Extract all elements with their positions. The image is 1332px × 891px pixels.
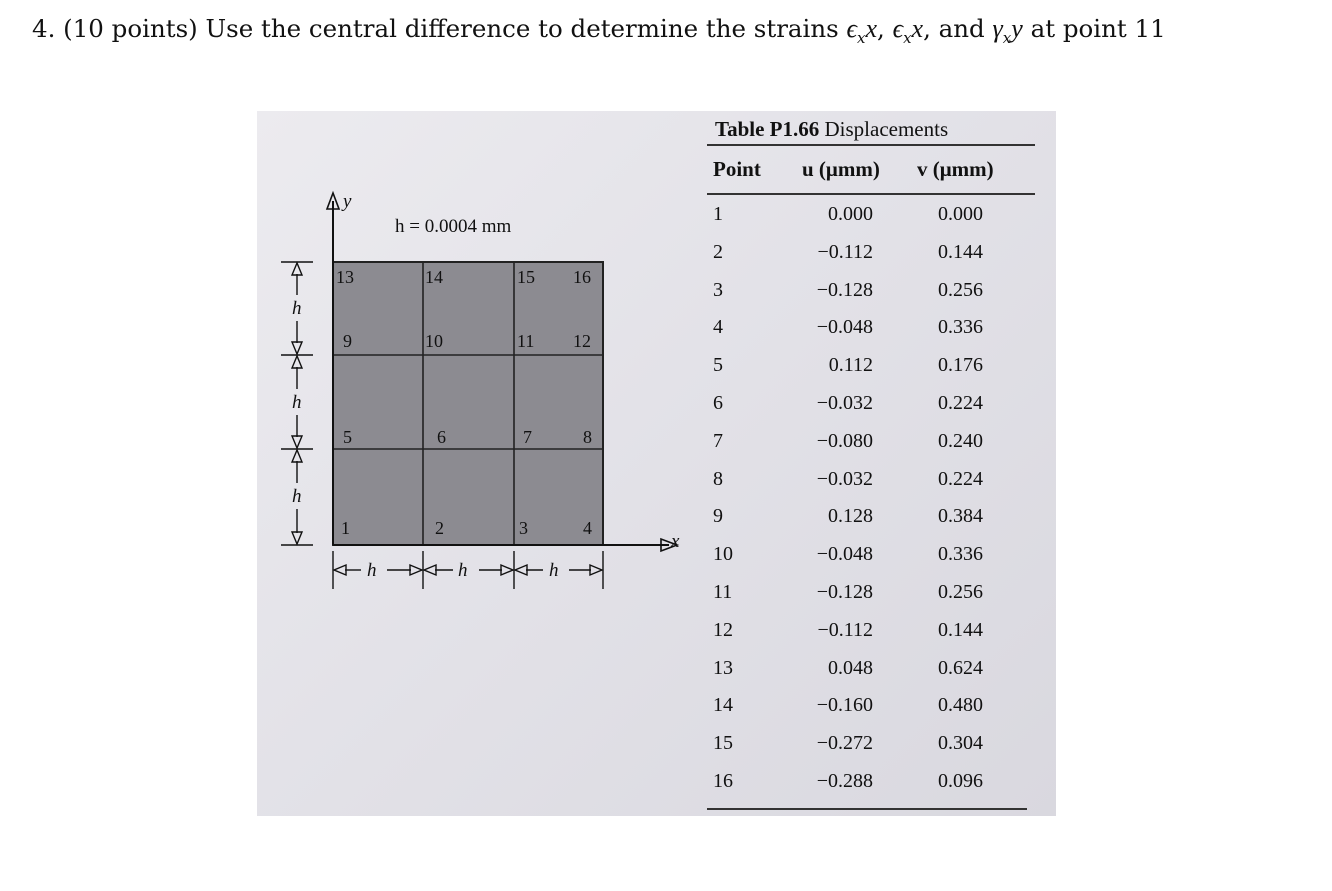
cell-v: 0.224 bbox=[938, 467, 983, 490]
point-label-15: 15 bbox=[517, 267, 535, 287]
cell-v: 0.336 bbox=[938, 316, 983, 339]
cell-point: 1 bbox=[713, 203, 723, 225]
point-label-9: 9 bbox=[343, 331, 352, 351]
point-label-13: 13 bbox=[336, 267, 354, 287]
cell-point: 13 bbox=[713, 656, 733, 679]
cell-u: −0.032 bbox=[816, 467, 873, 490]
cell-v: 0.240 bbox=[938, 429, 983, 452]
cell-v: 0.096 bbox=[938, 770, 983, 792]
epsilon-sub-1: x bbox=[857, 28, 866, 47]
cell-v: 0.304 bbox=[938, 732, 983, 755]
point-label-10: 10 bbox=[425, 331, 443, 351]
point-label-2: 2 bbox=[435, 518, 444, 538]
separator-2: , and bbox=[923, 14, 993, 43]
gamma-tail: y bbox=[1011, 14, 1023, 43]
epsilon-tail-2: x bbox=[911, 14, 924, 43]
epsilon-symbol-1: ϵ bbox=[846, 14, 857, 43]
question-prefix: 4. (10 points) Use the central difference to determine the strains bbox=[32, 14, 839, 43]
table-row bbox=[707, 279, 1037, 317]
cell-v: 0.144 bbox=[938, 240, 983, 263]
cell-point: 11 bbox=[713, 581, 733, 603]
cell-point: 15 bbox=[713, 732, 733, 755]
table-row bbox=[707, 732, 1037, 770]
cell-u: −0.160 bbox=[816, 694, 873, 717]
cell-point: 4 bbox=[713, 316, 723, 339]
table-row bbox=[707, 430, 1037, 468]
table-row bbox=[707, 354, 1037, 392]
epsilon-sub-2: x bbox=[903, 28, 912, 47]
table-caption-title: Displacements bbox=[819, 117, 949, 141]
gamma-sub: x bbox=[1002, 28, 1012, 47]
table-row bbox=[707, 241, 1037, 279]
cell-v: 0.144 bbox=[938, 618, 983, 641]
header-point: Point bbox=[713, 157, 761, 181]
point-label-12: 12 bbox=[573, 331, 591, 351]
cell-u: −0.288 bbox=[816, 770, 873, 792]
cell-u: −0.112 bbox=[817, 240, 873, 263]
cell-point: 9 bbox=[713, 505, 723, 528]
table-row bbox=[707, 619, 1037, 657]
table-bottom-rule bbox=[707, 808, 1027, 810]
cell-point: 5 bbox=[713, 354, 723, 377]
table-row bbox=[707, 505, 1037, 543]
cell-u: 0.128 bbox=[828, 505, 873, 528]
cell-v: 0.256 bbox=[938, 581, 983, 603]
table-header-rule bbox=[707, 193, 1035, 195]
x-axis-label: x bbox=[671, 531, 680, 552]
cell-v: 0.624 bbox=[938, 656, 983, 679]
bottom-dim-label-h-1: h bbox=[367, 560, 377, 581]
cell-point: 8 bbox=[713, 467, 723, 490]
cell-v: 0.384 bbox=[938, 505, 983, 528]
cell-u: −0.272 bbox=[816, 732, 873, 755]
cell-u: 0.048 bbox=[828, 656, 873, 679]
table-caption bbox=[715, 117, 948, 142]
table-row bbox=[707, 468, 1037, 506]
question-suffix: at point 11 bbox=[1022, 14, 1166, 43]
epsilon-symbol-2: ϵ bbox=[892, 14, 904, 43]
header-v: v (μmm) bbox=[917, 157, 994, 181]
dim-label-h-3: h bbox=[292, 486, 302, 507]
table-row bbox=[707, 770, 1037, 808]
question-text bbox=[32, 14, 1322, 47]
cell-u: 0.112 bbox=[828, 354, 873, 377]
table-row bbox=[707, 657, 1037, 695]
cell-point: 12 bbox=[713, 618, 733, 641]
epsilon-tail-1: x bbox=[865, 14, 878, 43]
point-label-5: 5 bbox=[343, 427, 352, 447]
header-u: u (μmm) bbox=[802, 157, 880, 181]
cell-v: 0.224 bbox=[938, 392, 983, 414]
point-label-7: 7 bbox=[523, 427, 532, 447]
point-label-8: 8 bbox=[583, 427, 592, 447]
point-label-3: 3 bbox=[519, 518, 528, 538]
separator-1: , bbox=[877, 14, 893, 43]
table-row bbox=[707, 581, 1037, 619]
grid-diagram bbox=[257, 111, 707, 816]
table-row bbox=[707, 694, 1037, 732]
table-row bbox=[707, 316, 1037, 354]
y-axis-label: y bbox=[343, 191, 352, 212]
cell-u: −0.048 bbox=[816, 316, 873, 339]
cell-point: 2 bbox=[713, 240, 723, 263]
cell-point: 3 bbox=[713, 278, 723, 301]
point-label-4: 4 bbox=[583, 518, 592, 538]
table-row bbox=[707, 543, 1037, 581]
point-label-16: 16 bbox=[573, 267, 591, 287]
cell-v: 0.000 bbox=[938, 203, 983, 225]
point-label-14: 14 bbox=[425, 267, 443, 287]
cell-v: 0.336 bbox=[938, 543, 983, 566]
cell-u: 0.000 bbox=[828, 203, 873, 225]
dim-label-h-2: h bbox=[292, 392, 302, 413]
point-label-1: 1 bbox=[341, 518, 350, 538]
table-caption-number: Table P1.66 bbox=[715, 117, 820, 141]
table-row bbox=[707, 203, 1037, 241]
cell-point: 10 bbox=[713, 543, 733, 566]
h-value-note: h = 0.0004 mm bbox=[395, 216, 512, 237]
cell-point: 7 bbox=[713, 429, 723, 452]
grid-body bbox=[333, 262, 603, 545]
cell-u: −0.048 bbox=[816, 543, 873, 566]
cell-u: −0.080 bbox=[816, 429, 873, 452]
textbook-photo bbox=[257, 111, 1056, 816]
cell-u: −0.032 bbox=[816, 392, 873, 414]
table-row bbox=[707, 392, 1037, 430]
cell-point: 6 bbox=[713, 392, 723, 414]
cell-u: −0.112 bbox=[817, 618, 873, 641]
point-label-6: 6 bbox=[437, 427, 446, 447]
bottom-dim-label-h-3: h bbox=[549, 560, 559, 581]
cell-v: 0.480 bbox=[938, 694, 983, 717]
cell-point: 16 bbox=[713, 770, 733, 792]
point-label-11: 11 bbox=[517, 331, 535, 351]
cell-u: −0.128 bbox=[816, 581, 873, 603]
cell-v: 0.176 bbox=[938, 354, 983, 377]
bottom-dim-label-h-2: h bbox=[458, 560, 468, 581]
dim-label-h-1: h bbox=[292, 298, 302, 319]
table-top-rule bbox=[707, 144, 1035, 146]
cell-v: 0.256 bbox=[938, 278, 983, 301]
cell-point: 14 bbox=[713, 694, 733, 717]
gamma-symbol: γ bbox=[992, 14, 1003, 43]
cell-u: −0.128 bbox=[816, 278, 873, 301]
